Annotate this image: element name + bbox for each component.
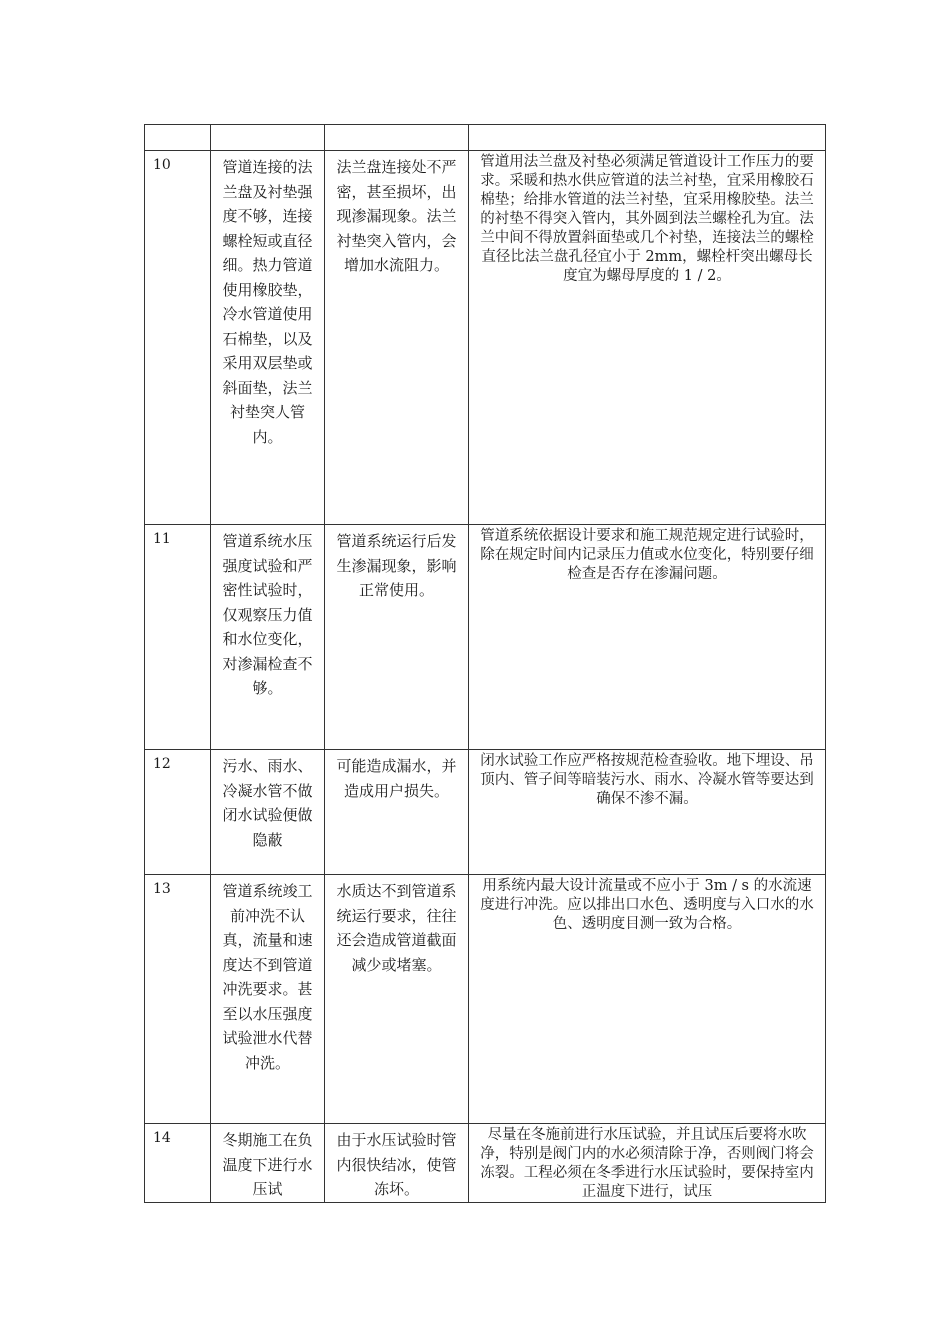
table-row: [145, 875, 826, 1124]
measure-cell: 尽量在冬施前进行水压试验，并且试压后要将水吹净，特别是阀门内的水必须清除于净，否则阀门将会冻裂。工程必须在冬季进行水压试验时，要保持室内正温度下进行，试压: [469, 1124, 826, 1203]
problem-cell: 冬期施工在负温度下进行水压试: [211, 1124, 325, 1203]
consequence-cell: 可能造成漏水，并造成用户损失。: [325, 750, 469, 875]
row-number: 13: [145, 875, 211, 1124]
measure-cell: [469, 125, 826, 151]
measure-cell: 用系统内最大设计流量或不应小于 3m / s 的水流速度进行冲洗。应以排出口水色、透明度与入口水的水色、透明度目测一致为合格。: [469, 875, 826, 1124]
measure-cell: 管道系统依据设计要求和施工规范规定进行试验时，除在规定时间内记录压力值或水位变化，特别要仔细检查是否存在渗漏问题。: [469, 525, 826, 750]
problem-cell: 管道系统水压强度试验和严密性试验时，仅观察压力值和水位变化，对渗漏检查不够。: [211, 525, 325, 750]
row-number: 12: [145, 750, 211, 875]
defects-table: [144, 124, 826, 1203]
row-number: 14: [145, 1124, 211, 1203]
consequence-cell: 管道系统运行后发生渗漏现象，影响正常使用。: [325, 525, 469, 750]
consequence-cell: 由于水压试验时管内很快结冰，使管冻坏。: [325, 1124, 469, 1203]
table-row: [145, 125, 826, 151]
problem-cell: [211, 125, 325, 151]
measure-cell: 管道用法兰盘及衬垫必须满足管道设计工作压力的要求。采暖和热水供应管道的法兰衬垫，宜采用橡胶石棉垫；给排水管道的法兰衬垫，宜采用橡胶垫。法兰的衬垫不得突入管内，其外圆到法兰螺栓孔为宜。法兰中间不得放置斜面垫或几个衬垫，连接法兰的螺栓直径比法兰盘孔径宜小于 2mm，螺栓杆突出螺母长度宜为螺母厚度的 1 / 2。: [469, 151, 826, 525]
row-number: [145, 125, 211, 151]
problem-cell: 污水、雨水、冷凝水管不做闭水试验便做隐蔽: [211, 750, 325, 875]
consequence-cell: 水质达不到管道系统运行要求，往往还会造成管道截面减少或堵塞。: [325, 875, 469, 1124]
table-row: [145, 1124, 826, 1203]
problem-cell: 管道连接的法兰盘及衬垫强度不够，连接螺栓短或直径细。热力管道使用橡胶垫，冷水管道使用石棉垫，以及采用双层垫或斜面垫，法兰衬垫突人管内。: [211, 151, 325, 525]
table-row: [145, 525, 826, 750]
row-number: 11: [145, 525, 211, 750]
table-row: [145, 151, 826, 525]
table-row: [145, 750, 826, 875]
measure-cell: 闭水试验工作应严格按规范检查验收。地下埋设、吊顶内、管子间等暗装污水、雨水、冷凝水管等要达到确保不渗不漏。: [469, 750, 826, 875]
consequence-cell: 法兰盘连接处不严密，甚至损坏，出现渗漏现象。法兰衬垫突入管内，会增加水流阻力。: [325, 151, 469, 525]
row-number: 10: [145, 151, 211, 525]
problem-cell: 管道系统竣工前冲洗不认真，流量和速度达不到管道冲洗要求。甚至以水压强度试验泄水代替冲洗。: [211, 875, 325, 1124]
consequence-cell: [325, 125, 469, 151]
